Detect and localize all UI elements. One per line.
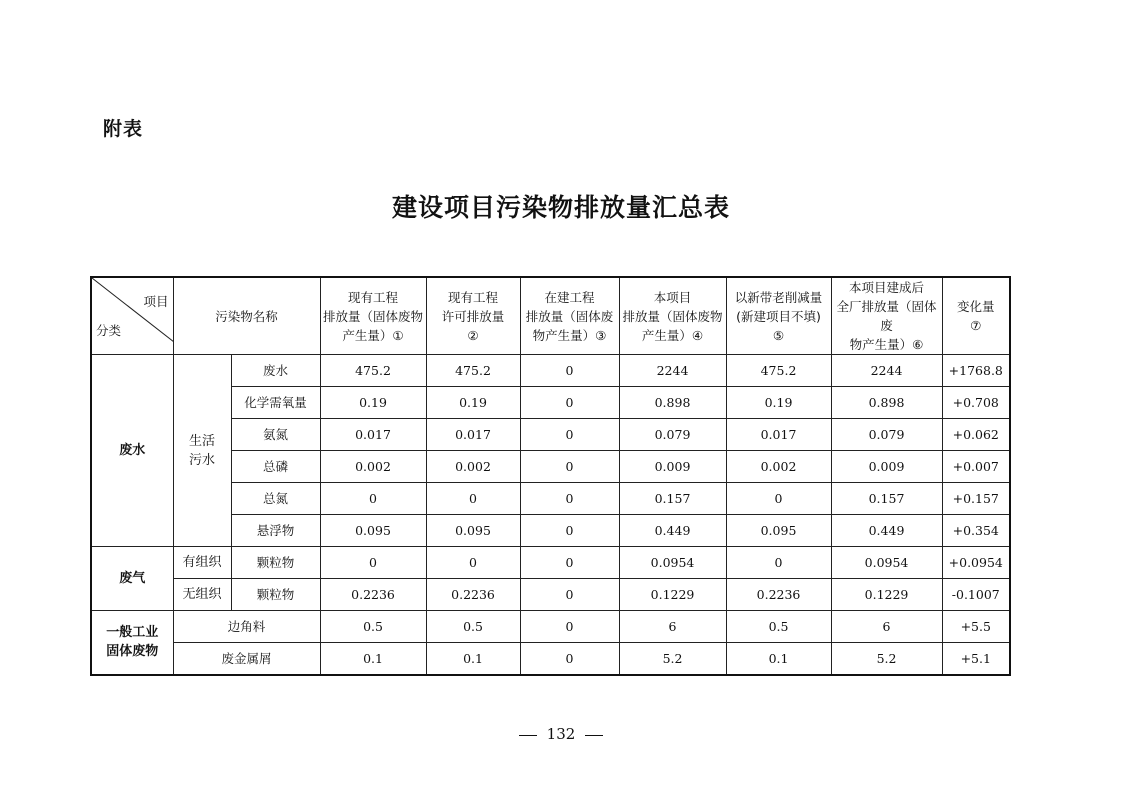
value-cell: 0.5 [426, 611, 520, 643]
page-number: 132 [546, 725, 576, 743]
pollutant-name: 氨氮 [231, 419, 320, 451]
pollutant-name: 悬浮物 [231, 515, 320, 547]
value-cell: +0.007 [942, 451, 1010, 483]
value-cell: 2244 [831, 355, 942, 387]
value-cell: 0 [520, 611, 619, 643]
value-cell: 0.1229 [831, 579, 942, 611]
value-cell: 0.19 [426, 387, 520, 419]
corner-header-cell [91, 277, 173, 355]
value-cell: 6 [619, 611, 726, 643]
value-cell: 0.1 [426, 643, 520, 675]
value-cell: +0.157 [942, 483, 1010, 515]
value-cell: 0.2236 [320, 579, 426, 611]
col-header-2: 现有工程 许可排放量 ② [426, 277, 520, 355]
value-cell: 0 [426, 547, 520, 579]
value-cell: 0.0954 [831, 547, 942, 579]
value-cell: 0.449 [619, 515, 726, 547]
value-cell: 0 [520, 419, 619, 451]
category-wastewater: 废水 [91, 355, 173, 547]
value-cell: 0 [520, 579, 619, 611]
value-cell: 0.002 [426, 451, 520, 483]
pollutant-name: 边角料 [173, 611, 320, 643]
value-cell: 0 [426, 483, 520, 515]
value-cell: 0.1229 [619, 579, 726, 611]
value-cell: 475.2 [726, 355, 831, 387]
value-cell: 6 [831, 611, 942, 643]
value-cell: 0.5 [726, 611, 831, 643]
value-cell: +0.354 [942, 515, 1010, 547]
value-cell: 5.2 [619, 643, 726, 675]
col-header-5: 以新带老削减量 (新建项目不填) ⑤ [726, 277, 831, 355]
col-header-7: 变化量 ⑦ [942, 277, 1010, 355]
value-cell: 0.002 [726, 451, 831, 483]
value-cell: +1768.8 [942, 355, 1010, 387]
category-waste-gas: 废气 [91, 547, 173, 611]
value-cell: 0.2236 [726, 579, 831, 611]
value-cell: 475.2 [320, 355, 426, 387]
value-cell: 475.2 [426, 355, 520, 387]
value-cell: 0 [520, 387, 619, 419]
value-cell: 0.157 [831, 483, 942, 515]
subcategory-unorganized: 无组织 [173, 579, 231, 611]
value-cell: +0.062 [942, 419, 1010, 451]
value-cell: +0.0954 [942, 547, 1010, 579]
value-cell: 0 [520, 451, 619, 483]
value-cell: +0.708 [942, 387, 1010, 419]
value-cell: 0.079 [619, 419, 726, 451]
table-row [91, 547, 1010, 579]
value-cell: +5.1 [942, 643, 1010, 675]
value-cell: 5.2 [831, 643, 942, 675]
subcategory-organized: 有组织 [173, 547, 231, 579]
page-title: 建设项目污染物排放量汇总表 [391, 193, 730, 222]
corner-bottom-label: 分类 [96, 323, 122, 338]
value-cell: 0.009 [831, 451, 942, 483]
value-cell: 0.5 [320, 611, 426, 643]
pollutant-name-header: 污染物名称 [173, 277, 320, 355]
value-cell: 0.095 [726, 515, 831, 547]
footer-dash-right [585, 735, 603, 736]
header-row [91, 277, 1010, 355]
value-cell: 0.2236 [426, 579, 520, 611]
value-cell: 0.898 [831, 387, 942, 419]
value-cell: 0 [320, 547, 426, 579]
category-solid-waste: 一般工业 固体废物 [91, 611, 173, 675]
table-row [91, 643, 1010, 675]
value-cell: 0.1 [726, 643, 831, 675]
value-cell: 0 [520, 483, 619, 515]
value-cell: 0 [726, 547, 831, 579]
value-cell: 0.079 [831, 419, 942, 451]
pollutant-name: 颗粒物 [231, 547, 320, 579]
pollutant-name: 颗粒物 [231, 579, 320, 611]
value-cell: 0.017 [320, 419, 426, 451]
value-cell: 0.002 [320, 451, 426, 483]
value-cell: 0 [320, 483, 426, 515]
value-cell: 0.1 [320, 643, 426, 675]
value-cell: 0.19 [726, 387, 831, 419]
corner-top-label: 项目 [143, 294, 169, 309]
table-row [91, 611, 1010, 643]
emission-summary-table [90, 276, 1011, 676]
value-cell: 0 [726, 483, 831, 515]
subcategory-domestic-sewage: 生活 污水 [173, 355, 231, 547]
table-row [91, 579, 1010, 611]
pollutant-name: 化学需氧量 [231, 387, 320, 419]
pollutant-name: 废金属屑 [173, 643, 320, 675]
value-cell: 0.898 [619, 387, 726, 419]
value-cell: +5.5 [942, 611, 1010, 643]
value-cell: 0.095 [426, 515, 520, 547]
pollutant-name: 总氮 [231, 483, 320, 515]
col-header-6: 本项目建成后 全厂排放量（固体废 物产生量）⑥ [831, 277, 942, 355]
value-cell: 0.009 [619, 451, 726, 483]
value-cell: 0.017 [426, 419, 520, 451]
value-cell: 0.017 [726, 419, 831, 451]
pollutant-name: 废水 [231, 355, 320, 387]
col-header-3: 在建工程 排放量（固体废 物产生量）③ [520, 277, 619, 355]
value-cell: 0 [520, 643, 619, 675]
value-cell: 0.0954 [619, 547, 726, 579]
value-cell: 0 [520, 547, 619, 579]
value-cell: 0 [520, 515, 619, 547]
value-cell: 2244 [619, 355, 726, 387]
col-header-1: 现有工程 排放量（固体废物 产生量）① [320, 277, 426, 355]
value-cell: 0.157 [619, 483, 726, 515]
footer-dash-left [519, 735, 537, 736]
table-row [91, 355, 1010, 387]
value-cell: -0.1007 [942, 579, 1010, 611]
value-cell: 0.19 [320, 387, 426, 419]
value-cell: 0 [520, 355, 619, 387]
page-footer [0, 725, 1122, 743]
col-header-4: 本项目 排放量（固体废物 产生量）④ [619, 277, 726, 355]
value-cell: 0.095 [320, 515, 426, 547]
pollutant-name: 总磷 [231, 451, 320, 483]
value-cell: 0.449 [831, 515, 942, 547]
appendix-label: 附表 [103, 118, 144, 140]
